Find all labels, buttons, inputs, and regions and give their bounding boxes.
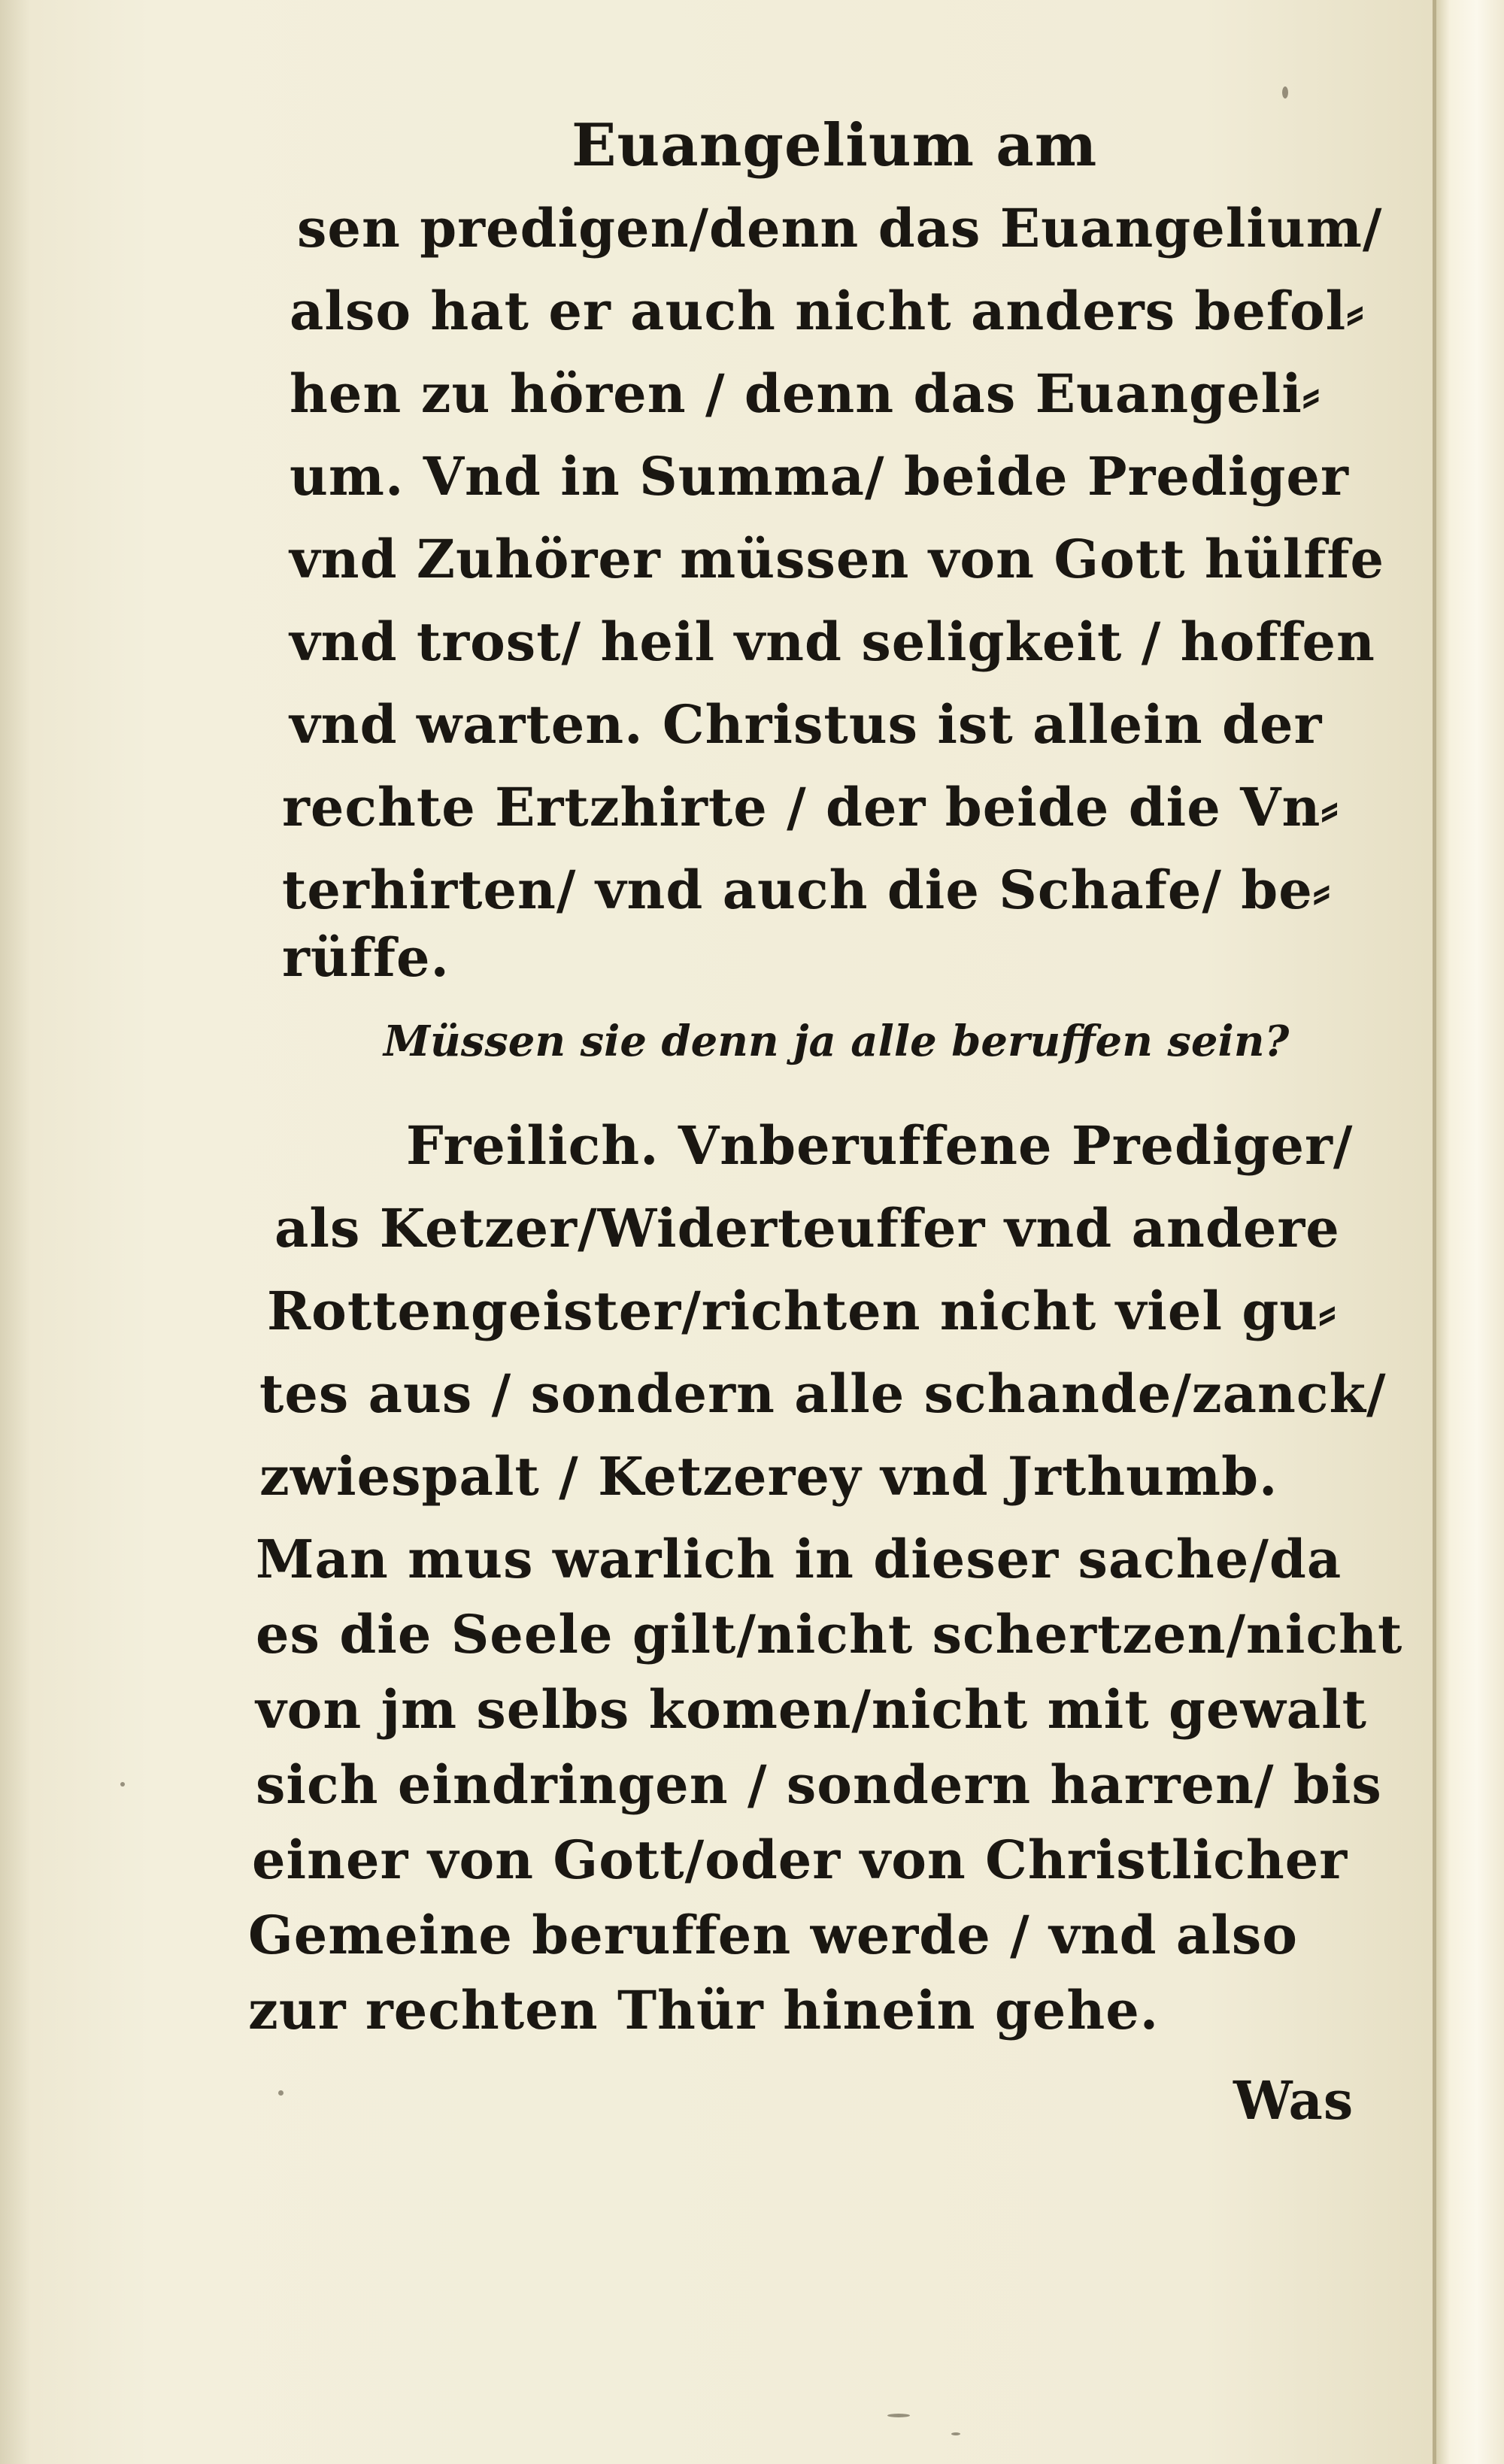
text-line: vnd warten. Christus ist allein der [290,693,1323,756]
text-line: zur rechten Thür hinein gehe. [248,1979,1160,2041]
text-line: Gemeine beruffen werde / vnd also [248,1904,1298,1966]
text-line: sen predigen/denn das Euangelium/ [297,197,1383,259]
ink-speck [1282,86,1288,98]
catchword: Was [1233,2069,1354,2132]
text-line: zwiespalt / Ketzerey vnd Jrthumb. [259,1445,1278,1508]
text-line: also hat er auch nicht anders befol⸗ [290,280,1365,342]
text-line: vnd trost/ heil vnd seligkeit / hoffen [290,611,1375,673]
ink-speck [951,2432,960,2435]
next-page-edge [1436,0,1504,2464]
text-line: Man mus warlich in dieser sache/da [256,1528,1342,1590]
ink-speck [120,1782,125,1787]
ink-speck [887,2414,910,2417]
text-line: Rottengeister/richten nicht viel gu⸗ [267,1280,1337,1342]
running-header: Euangelium am [572,111,1098,180]
ink-speck [278,2090,284,2096]
text-line: vnd Zuhörer müssen von Gott hülffe [290,528,1384,590]
text-line: terhirten/ vnd auch die Schafe/ be⸗ [282,859,1332,921]
text-line: um. Vnd in Summa/ beide Prediger [290,445,1349,508]
text-line: als Ketzer/Widerteuffer vnd andere [274,1197,1340,1259]
text-line: Freilich. Vnberuffene Prediger/ [406,1114,1354,1177]
text-line: rechte Ertzhirte / der beide die Vn⸗ [282,776,1339,838]
text-line: von jm selbs komen/nicht mit gewalt [256,1678,1367,1741]
text-line: einer von Gott/oder von Christlicher [252,1829,1348,1891]
question-line: Müssen sie denn ja alle beruffen sein? [384,1017,1290,1066]
text-line: rüffe. [282,926,450,989]
text-line: es die Seele gilt/nicht schertzen/nicht [256,1603,1403,1665]
text-line: sich eindringen / sondern harren/ bis [256,1753,1382,1816]
text-line: hen zu hören / denn das Euangeli⸗ [290,362,1321,425]
text-line: tes aus / sondern alle schande/zanck/ [259,1362,1387,1425]
